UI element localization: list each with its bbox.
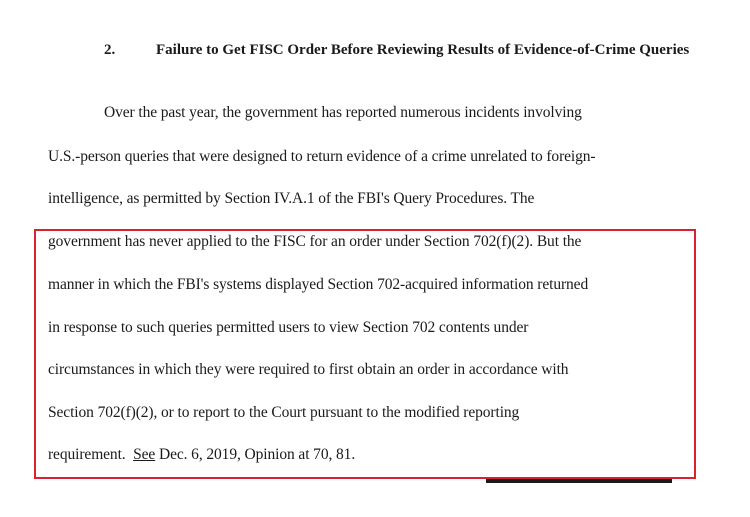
paragraph-line: Section 702(f)(2), or to report to the Court pursuant to the modified reporting: [48, 404, 520, 421]
paragraph-line: circumstances in which they were required to first obtain an order in accordance with: [48, 361, 569, 378]
paragraph-line: in response to such queries permitted users to view Section 702 contents under: [48, 319, 529, 336]
paragraph-line: government has never applied to the FISC for an order under Section 702(f)(2). But the: [48, 233, 582, 250]
paragraph-line: manner in which the FBI's systems displayed Section 702-acquired information returned: [48, 276, 589, 293]
citation-text: Dec. 6, 2019, Opinion at 70, 81.: [155, 446, 356, 463]
paragraph-line: Over the past year, the government has reported numerous incidents involving: [104, 104, 582, 121]
paragraph-line: intelligence, as permitted by Section IV.A.1 of the FBI's Query Procedures. The: [48, 190, 535, 207]
page-edge-rule: [486, 479, 672, 483]
section-title: Failure to Get FISC Order Before Reviewing Results of Evidence-of-Crime Queries: [156, 42, 690, 58]
section-number: 2.: [104, 42, 116, 58]
citation-see-signal: See: [133, 446, 156, 463]
highlight-box: [34, 229, 696, 479]
paragraph-line: U.S.-person queries that were designed to return evidence of a crime unrelated to foreign-: [48, 148, 596, 165]
last-line-prefix: requirement.: [48, 446, 134, 463]
